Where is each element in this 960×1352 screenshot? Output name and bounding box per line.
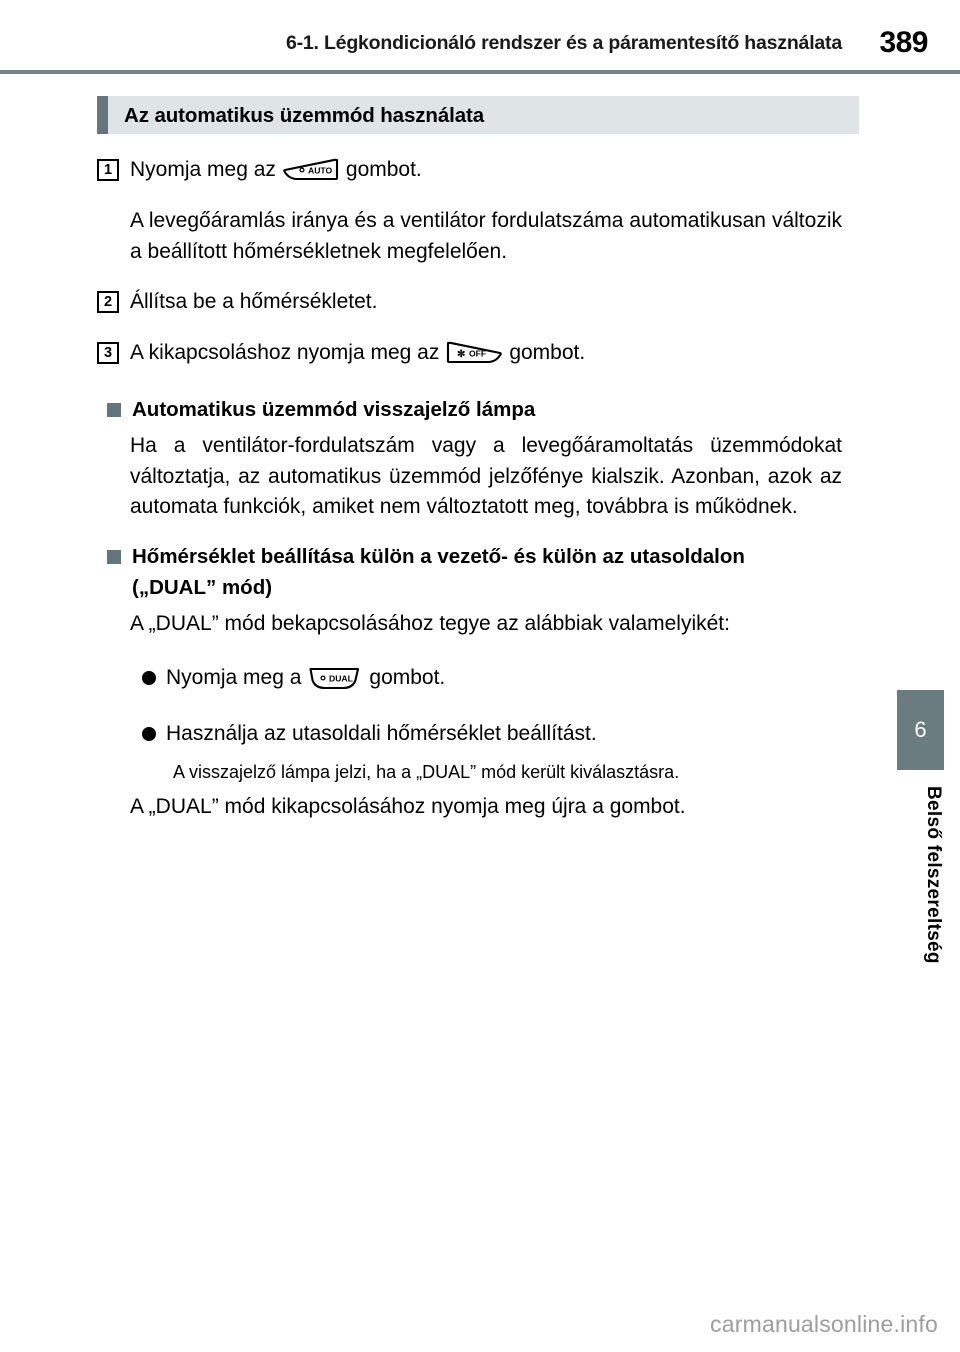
- subsection-1-heading: [107, 394, 859, 425]
- dual-closing-line: A „DUAL” mód kikapcsolásához nyomja meg újra a gombot.: [130, 795, 686, 818]
- subsection-heading-text: Automatikus üzemmód visszajelző lámpa: [132, 398, 536, 421]
- step-text: [130, 287, 377, 317]
- step-1-paragraph: A levegőáramlás iránya és a ventilátor fordulatszáma automatikusan változik a beállított hőmérsékletnek megfelelően.: [130, 209, 842, 263]
- svg-text:AUTO: AUTO: [307, 165, 333, 176]
- dual-option-text-after: gombot.: [369, 666, 446, 689]
- step-number: 1: [97, 159, 119, 181]
- subsection-2-heading: [107, 541, 859, 603]
- off-button-icon: [446, 341, 502, 365]
- dual-option-text-before: Használja az utasoldali hőmérséklet beállítást.: [166, 722, 597, 745]
- page-header: [0, 26, 960, 64]
- auto-button-icon: [283, 158, 339, 182]
- page-title: 6-1. Légkondicionáló rendszer és a páramentesítő használata: [285, 32, 842, 54]
- step-1: [97, 155, 859, 185]
- site-watermark: carmanualsonline.info: [710, 1311, 938, 1337]
- step-number: 2: [97, 291, 119, 313]
- step-3: [97, 338, 859, 368]
- section-heading-title: Az automatikus üzemmód használata: [124, 104, 485, 127]
- dual-button-icon: [308, 666, 362, 690]
- subsection-2-body: A „DUAL” mód bekapcsolásához tegye az alábbiak valamelyikét:: [130, 611, 730, 635]
- svg-text:OFF: OFF: [469, 348, 487, 359]
- svg-text:DUAL: DUAL: [329, 673, 354, 684]
- step-text-before: Nyomja meg az: [130, 158, 276, 181]
- round-bullet-icon: [142, 671, 156, 685]
- header-divider: [0, 70, 960, 74]
- round-bullet-icon: [142, 727, 156, 741]
- step-text-before: A kikapcsoláshoz nyomja meg az: [130, 341, 440, 364]
- step-text-after: gombot.: [509, 341, 586, 364]
- chapter-tab-box: [897, 690, 944, 770]
- step-2: [97, 287, 859, 317]
- square-bullet-icon: [107, 550, 121, 564]
- square-bullet-icon: [107, 403, 121, 417]
- svg-text:✻: ✻: [457, 349, 466, 360]
- chapter-tab-label: Belső felszereltség: [923, 786, 944, 964]
- chapter-tab-number: 6: [914, 717, 927, 742]
- dual-note: A visszajelző lámpa jelzi, ha a „DUAL” mód került kiválasztásra.: [173, 762, 680, 782]
- page-number: 389: [879, 26, 928, 59]
- step-number: 3: [97, 342, 119, 364]
- step-text: [130, 155, 422, 185]
- subsection-1-body: Ha a ventilátor-fordulatszám vagy a levegőáramoltatás üzemmódokat változtatja, az automatikus üzemmód jelzőfénye kialszik. Azonban, azok az automata funkciók, amiket nem változtatott meg, továbbra is működnek.: [130, 434, 842, 518]
- step-text: [130, 338, 585, 368]
- step-text-before: Állítsa be a hőmérsékletet.: [130, 290, 378, 313]
- dual-option-text: [166, 719, 597, 749]
- section-accent-bar: [97, 96, 108, 134]
- subsection-heading-text: Hőmérséklet beállítása külön a vezető- és külön az utasoldalon („DUAL” mód): [132, 544, 745, 599]
- dual-option-2: [142, 719, 859, 749]
- page-content: [97, 155, 859, 822]
- dual-option-1: [142, 663, 859, 693]
- dual-option-text-before: Nyomja meg a: [166, 666, 302, 689]
- step-text-after: gombot.: [345, 158, 422, 181]
- section-heading-band: [97, 96, 859, 134]
- dual-option-text: [166, 663, 445, 693]
